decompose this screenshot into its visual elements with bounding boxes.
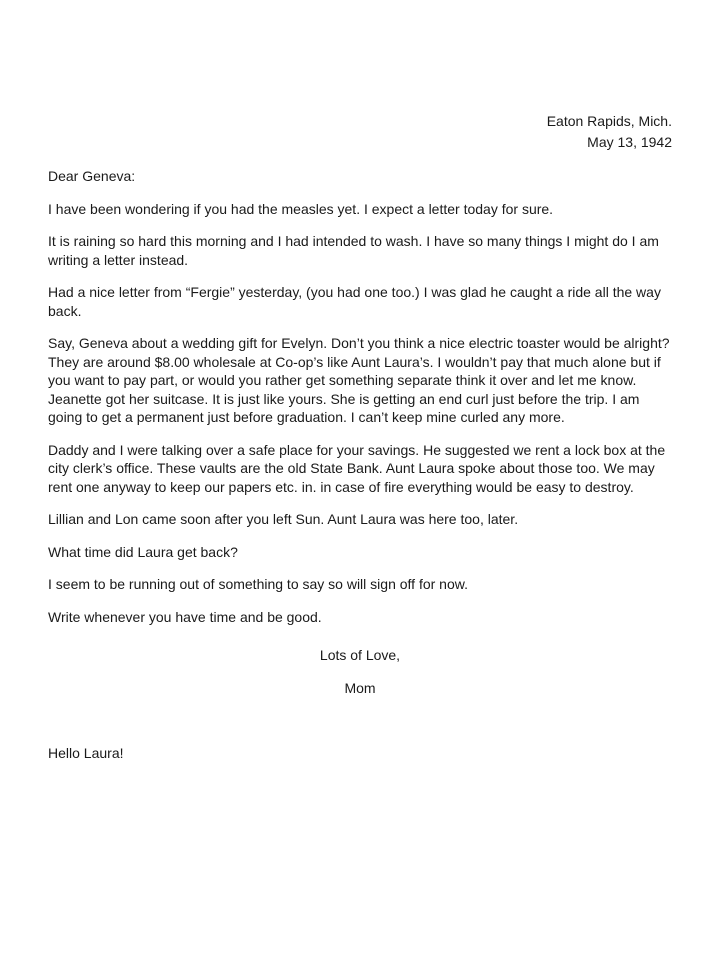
letter-address (547, 111, 672, 153)
paragraph-write: Write whenever you have time and be good. (48, 608, 322, 625)
letter-date: May 13, 1942 (587, 134, 672, 150)
postscript: Hello Laura! (48, 745, 124, 761)
signature: Mom (344, 680, 376, 696)
paragraph-wedding-gift: Say, Geneva about a wedding gift for Evelyn. Don’t you think a nice electric toaster would be alright? They are around $8.00 wholesale at Co-op’s like Aunt Laura’s. I wouldn’t pay that much alone but if you want to pay part, or would you rather get something separate think it over and let me know. Jeanette got her suitcase. It is just like yours. She is getting an end curl just before the trip. I am going to get a permanent just before graduation. I can’t keep mine curled any more. (48, 335, 670, 425)
paragraph-raining: It is raining so hard this morning and I had intended to wash. I have so many things I might do I am writing a letter instead. (48, 233, 659, 268)
paragraph-savings: Daddy and I were talking over a safe place for your savings. He suggested we rent a lock box at the city clerk’s office. These vaults are the old State Bank. Aunt Laura spoke about those too. We may rent one anyway to keep our papers etc. in. in case of fire everything would be easy to destroy. (48, 441, 666, 495)
salutation: Dear Geneva: (48, 168, 136, 184)
letter-body (48, 167, 676, 640)
paragraph-question: What time did Laura get back? (48, 543, 238, 560)
paragraph-sign-off: I seem to be running out of something to say so will sign off for now. (48, 576, 468, 592)
paragraph-fergie: Had a nice letter from “Fergie” yesterday, (you had one too.) I was glad he caught a ride all the way back. (48, 284, 661, 319)
paragraph-visitors: Lillian and Lon came soon after you left Sun. Aunt Laura was here too, later. (48, 511, 519, 527)
closing-line: Lots of Love, (319, 647, 401, 663)
paragraph-measles: I have been wondering if you had the measles yet. I expect a letter today for sure. (48, 200, 554, 217)
address-place: Eaton Rapids, Mich. (546, 113, 672, 129)
